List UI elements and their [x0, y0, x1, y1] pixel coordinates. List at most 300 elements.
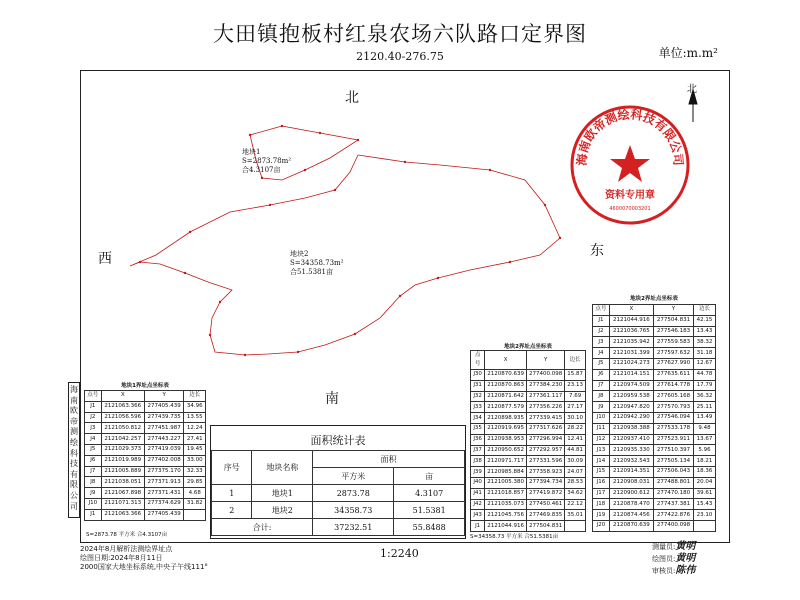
vertex — [244, 354, 246, 356]
t1-cell: 2121067.898 — [101, 488, 144, 499]
t2-cell: 277450.461 — [527, 499, 565, 510]
table1-header — [85, 391, 206, 402]
t2-cell: 277400.098 — [527, 370, 565, 381]
area-cell: 地块2 — [252, 502, 313, 519]
t2-header-cell: Y — [527, 351, 565, 370]
side-label-char: 公 — [70, 490, 78, 500]
t2-cell: 28.53 — [565, 477, 586, 488]
t1-cell: J8 — [85, 477, 102, 488]
t3-cell: 2121044.916 — [609, 315, 653, 326]
t1-row — [85, 509, 206, 520]
t1-cell: 27.41 — [184, 434, 206, 445]
t2-cell: 12.41 — [565, 434, 586, 445]
t3-cell: J17 — [593, 488, 610, 499]
t3-cell: J3 — [593, 337, 610, 348]
t3-cell: 277523.911 — [653, 434, 693, 445]
drafter-row — [652, 553, 695, 565]
table2 — [470, 350, 586, 532]
t3-cell: 277559.583 — [653, 337, 693, 348]
reviewer-label: 审核员: — [652, 567, 676, 575]
t3-cell: J4 — [593, 348, 610, 359]
t1-row — [85, 401, 206, 412]
drafter-label: 绘图员: — [652, 555, 676, 563]
t3-header-cell: 边长 — [694, 305, 716, 316]
area-table-title: 面积统计表 — [310, 434, 366, 447]
t2-cell: J38 — [471, 456, 485, 467]
t3-row — [593, 412, 716, 423]
t2-row — [471, 380, 586, 391]
t2-cell: 22.12 — [565, 499, 586, 510]
vertex — [209, 334, 211, 336]
t2-cell: 277358.923 — [527, 467, 565, 478]
t1-cell: J1 — [85, 509, 102, 520]
table1-caption: 地块1界址点坐标表 — [121, 383, 169, 389]
t1-cell: 2121042.257 — [101, 434, 144, 445]
map-title: 大田镇抱板村红泉农场六队路口定界图 — [213, 22, 587, 46]
t3-row — [593, 391, 716, 402]
t2-cell: J40 — [471, 477, 485, 488]
t2-row — [471, 445, 586, 456]
t3-cell: 18.36 — [694, 466, 716, 477]
t3-cell: 277533.178 — [653, 423, 693, 434]
t3-cell: 36.32 — [694, 391, 716, 402]
t1-row — [85, 488, 206, 499]
area-cell: 34358.73 — [313, 502, 394, 519]
t2-cell: 2120950.652 — [485, 445, 527, 456]
t1-cell: 277375.170 — [144, 466, 184, 477]
t2-row — [471, 477, 586, 488]
t2-cell: 27.17 — [565, 402, 586, 413]
t2-cell: 2120971.717 — [485, 456, 527, 467]
t2-row — [471, 402, 586, 413]
t2-row — [471, 423, 586, 434]
drafter-signature: 黄明 — [675, 553, 696, 564]
staff-block — [652, 541, 695, 577]
side-label-char: 欧 — [70, 406, 78, 416]
area-cell: 2873.78 — [313, 485, 394, 502]
t3-cell: J14 — [593, 456, 610, 467]
t3-cell: 2120900.612 — [609, 488, 653, 499]
side-label-char: 有 — [70, 469, 78, 479]
t1-row — [85, 466, 206, 477]
parcel-2-label — [290, 250, 400, 277]
t3-row — [593, 315, 716, 326]
t3-cell: 2120870.639 — [609, 520, 653, 531]
vertex — [319, 132, 321, 134]
t2-cell: 277394.734 — [527, 477, 565, 488]
t1-cell: 277419.039 — [144, 444, 184, 455]
vertex — [354, 333, 356, 335]
t3-row — [593, 369, 716, 380]
t1-header-cell: X — [101, 391, 144, 402]
t2-cell: 2121035.073 — [485, 499, 527, 510]
t3-cell: J8 — [593, 391, 610, 402]
boundary-layer — [130, 126, 560, 355]
t1-cell: 277405.439 — [144, 509, 184, 520]
t1-cell: 13.55 — [184, 412, 206, 423]
t1-header-cell: 边长 — [184, 391, 206, 402]
direction-south: 南 — [325, 391, 339, 407]
area-total-label: 合计: — [212, 519, 313, 536]
vertex — [261, 177, 263, 179]
t1-cell: 277371.431 — [144, 488, 184, 499]
t2-cell: 2120938.953 — [485, 434, 527, 445]
vertex — [404, 161, 406, 163]
t2-row — [471, 521, 586, 532]
area-total-mu: 55.8488 — [394, 519, 465, 536]
t1-cell: 2121005.889 — [101, 466, 144, 477]
t3-cell: 277614.778 — [653, 380, 693, 391]
side-label-char: 帝 — [70, 416, 78, 426]
t3-cell: 18.21 — [694, 456, 716, 467]
area-h-index: 序号 — [212, 451, 252, 485]
t2-cell: 2120919.695 — [485, 423, 527, 434]
t3-cell: 2120942.290 — [609, 412, 653, 423]
t3-cell: 2120932.543 — [609, 456, 653, 467]
t3-cell: J5 — [593, 358, 610, 369]
parcel-2-area-mu: 合51.5381亩 — [290, 268, 333, 276]
t2-cell: 44.81 — [565, 445, 586, 456]
t2-cell: 277317.626 — [527, 423, 565, 434]
t2-cell: 2120870.639 — [485, 370, 527, 381]
t2-cell: J39 — [471, 467, 485, 478]
t3-cell: J2 — [593, 326, 610, 337]
area-row — [212, 502, 465, 519]
vertex — [357, 139, 359, 141]
t2-cell: 2120898.935 — [485, 413, 527, 424]
t2-cell: J1 — [471, 521, 485, 532]
t3-cell: 9.48 — [694, 423, 716, 434]
vertex — [399, 295, 401, 297]
t2-cell: J33 — [471, 402, 485, 413]
t1-cell: 34.96 — [184, 401, 206, 412]
t1-row — [85, 423, 206, 434]
t3-cell: 23.10 — [694, 510, 716, 521]
t2-cell: J34 — [471, 413, 485, 424]
table2-header — [471, 351, 586, 370]
area-row — [212, 485, 465, 502]
t3-row — [593, 423, 716, 434]
t3-cell: J9 — [593, 402, 610, 413]
t3-cell: 20.04 — [694, 477, 716, 488]
map-scale: 1:2240 — [380, 547, 419, 560]
t2-cell: 277504.831 — [527, 521, 565, 532]
t2-cell: 7.69 — [565, 391, 586, 402]
t3-cell: 277597.632 — [653, 348, 693, 359]
t3-cell: 44.78 — [694, 369, 716, 380]
t3-cell: 2120878.470 — [609, 499, 653, 510]
t3-cell: J16 — [593, 477, 610, 488]
surveyor-label: 测量员: — [652, 543, 676, 551]
side-label-char: 限 — [70, 480, 78, 490]
parcel-1-label — [242, 148, 312, 175]
t2-header-cell: X — [485, 351, 527, 370]
area-cell: 51.5381 — [394, 502, 465, 519]
t2-header-cell: 点号 — [471, 351, 485, 370]
t2-cell: J41 — [471, 488, 485, 499]
t3-cell: 15.43 — [694, 499, 716, 510]
t3-cell: 2121036.765 — [609, 326, 653, 337]
area-h-mu: 亩 — [394, 468, 465, 485]
t1-cell: 2121038.051 — [101, 477, 144, 488]
t2-cell: 2120985.884 — [485, 467, 527, 478]
t3-cell: 277400.098 — [653, 520, 693, 531]
t2-row — [471, 456, 586, 467]
t2-cell: 2121018.857 — [485, 488, 527, 499]
t1-cell: 31.82 — [184, 498, 206, 509]
area-h-m2: 平方米 — [313, 468, 394, 485]
t1-cell: 277443.227 — [144, 434, 184, 445]
side-label-char: 海 — [70, 385, 78, 394]
t1-cell: 2121050.812 — [101, 423, 144, 434]
area-cell: 1 — [212, 485, 252, 502]
t1-cell: 2121063.366 — [101, 401, 144, 412]
seal-number: 4600070003201 — [609, 206, 651, 212]
table3-caption: 地块2界址点坐标表 — [630, 296, 678, 302]
meta-crs: 2000国家大地坐标系统,中央子午线111° — [80, 563, 208, 571]
side-label-char: 南 — [70, 395, 78, 405]
t3-cell: 2120937.410 — [609, 434, 653, 445]
t1-cell: 277451.987 — [144, 423, 184, 434]
company-seal — [565, 100, 695, 230]
t3-cell: 2121024.273 — [609, 358, 653, 369]
area-cell: 4.3107 — [394, 485, 465, 502]
area-h-area: 面积 — [313, 451, 465, 468]
t3-cell: 277510.397 — [653, 445, 693, 456]
area-statistics-box — [210, 425, 466, 539]
t2-cell — [565, 521, 586, 532]
vertex — [189, 231, 191, 233]
t1-cell: 33.00 — [184, 455, 206, 466]
table2-caption: 地块2界址点坐标表 — [504, 344, 552, 350]
t1-header-cell: 点号 — [85, 391, 102, 402]
t2-cell: 2121044.916 — [485, 521, 527, 532]
t3-cell: 2120959.538 — [609, 391, 653, 402]
table2-footer: S=34358.73 平方米 合51.5381亩 — [470, 534, 559, 540]
t1-cell: 2121029.373 — [101, 444, 144, 455]
t3-cell: 277505.134 — [653, 456, 693, 467]
seal-text: 资料专用章 — [605, 190, 655, 201]
t2-row — [471, 499, 586, 510]
area-h-name: 地块名称 — [252, 451, 313, 485]
t1-cell: J7 — [85, 466, 102, 477]
t3-cell: 5.96 — [694, 445, 716, 456]
table3 — [592, 304, 716, 532]
side-label-char: 技 — [70, 459, 78, 469]
t2-cell: J32 — [471, 391, 485, 402]
t3-cell: 2120974.509 — [609, 380, 653, 391]
t2-cell: 2121005.380 — [485, 477, 527, 488]
t3-row — [593, 402, 716, 413]
surveyor-signature: 黄明 — [675, 541, 696, 552]
t2-cell: 2120870.863 — [485, 380, 527, 391]
seal-company-text: 海南欧帝测绘科技有限公司 — [574, 107, 686, 167]
parcel-2-area: S=34358.73m² — [290, 259, 344, 267]
t3-cell: 2121014.151 — [609, 369, 653, 380]
t2-cell: 277384.230 — [527, 380, 565, 391]
t3-cell: J13 — [593, 445, 610, 456]
t3-row — [593, 510, 716, 521]
t2-row — [471, 370, 586, 381]
t2-cell: J42 — [471, 499, 485, 510]
t3-cell: J19 — [593, 510, 610, 521]
t3-cell: 13.49 — [694, 412, 716, 423]
t3-row — [593, 477, 716, 488]
t3-cell: 31.18 — [694, 348, 716, 359]
t1-cell: 277371.913 — [144, 477, 184, 488]
t1-cell: 12.24 — [184, 423, 206, 434]
t3-cell: 13.43 — [694, 326, 716, 337]
t1-cell: J2 — [85, 412, 102, 423]
t3-cell: J10 — [593, 412, 610, 423]
t3-cell: J12 — [593, 434, 610, 445]
t3-cell: J6 — [593, 369, 610, 380]
t3-cell: 25.11 — [694, 402, 716, 413]
t2-cell: 24.07 — [565, 467, 586, 478]
t3-cell: 277627.990 — [653, 358, 693, 369]
t2-cell: J31 — [471, 380, 485, 391]
t1-cell: 277405.439 — [144, 401, 184, 412]
vertex — [437, 277, 439, 279]
t2-cell: 2120871.642 — [485, 391, 527, 402]
t2-cell: J36 — [471, 434, 485, 445]
t3-cell: 277635.611 — [653, 369, 693, 380]
side-label-char: 绘 — [70, 437, 78, 447]
t2-row — [471, 467, 586, 478]
seal-star-icon — [610, 145, 650, 182]
area-table — [211, 450, 465, 536]
t1-row — [85, 434, 206, 445]
t3-row — [593, 434, 716, 445]
t1-cell: 277439.735 — [144, 412, 184, 423]
t1-cell: 2121019.989 — [101, 455, 144, 466]
t2-cell: 277331.596 — [527, 456, 565, 467]
vertex — [334, 189, 336, 191]
t2-cell: 30.09 — [565, 456, 586, 467]
t3-row — [593, 326, 716, 337]
vertex — [184, 272, 186, 274]
t1-cell — [184, 509, 206, 520]
side-label-char: 科 — [70, 448, 78, 458]
t3-cell: 2120874.456 — [609, 510, 653, 521]
t3-cell — [694, 520, 716, 531]
t1-cell: 32.33 — [184, 466, 206, 477]
t2-header-cell: 边长 — [565, 351, 586, 370]
area-cell: 地块1 — [252, 485, 313, 502]
t3-cell: J18 — [593, 499, 610, 510]
t2-row — [471, 391, 586, 402]
t3-row — [593, 337, 716, 348]
t1-cell: 2121056.596 — [101, 412, 144, 423]
t2-cell: 277419.872 — [527, 488, 565, 499]
t3-cell: 2121035.942 — [609, 337, 653, 348]
t3-cell: 12.67 — [694, 358, 716, 369]
t3-row — [593, 348, 716, 359]
t1-cell: 29.85 — [184, 477, 206, 488]
t1-cell: J6 — [85, 455, 102, 466]
area-cell: 2 — [212, 502, 252, 519]
t1-cell: 277402.008 — [144, 455, 184, 466]
direction-east: 东 — [590, 243, 604, 259]
t1-cell: J4 — [85, 434, 102, 445]
t2-cell: 2121045.756 — [485, 510, 527, 521]
t3-row — [593, 456, 716, 467]
t3-cell: 17.79 — [694, 380, 716, 391]
side-company-label — [68, 382, 80, 518]
t1-cell: J9 — [85, 488, 102, 499]
t1-cell: 2121063.366 — [101, 509, 144, 520]
t1-row — [85, 444, 206, 455]
t1-cell: J3 — [85, 423, 102, 434]
unit-label: 单位:m.m² — [658, 46, 718, 60]
reviewer-row — [652, 565, 695, 577]
reviewer-signature: 陈伟 — [675, 565, 696, 576]
t3-cell: 277422.876 — [653, 510, 693, 521]
t2-row — [471, 413, 586, 424]
t3-row — [593, 466, 716, 477]
t3-cell: 2120914.351 — [609, 466, 653, 477]
t3-cell: 39.61 — [694, 488, 716, 499]
t2-cell: 277469.835 — [527, 510, 565, 521]
t2-cell: J30 — [471, 370, 485, 381]
t2-cell: 35.01 — [565, 510, 586, 521]
parcel-1-area-mu: 合4.3107亩 — [242, 166, 281, 174]
vertex — [281, 125, 283, 127]
t1-cell: 277374.629 — [144, 498, 184, 509]
t3-cell: 2120935.330 — [609, 445, 653, 456]
t3-cell: 277504.831 — [653, 315, 693, 326]
t3-cell: 13.67 — [694, 434, 716, 445]
t3-row — [593, 445, 716, 456]
t1-row — [85, 455, 206, 466]
vertex — [544, 204, 546, 206]
vertex — [139, 261, 141, 263]
t3-cell: 277546.183 — [653, 326, 693, 337]
table3-header — [593, 305, 716, 316]
t2-cell: 277296.994 — [527, 434, 565, 445]
t3-row — [593, 488, 716, 499]
parcel-1-name: 地块1 — [242, 148, 261, 156]
t3-row — [593, 380, 716, 391]
t3-cell: J11 — [593, 423, 610, 434]
t3-cell: 277470.180 — [653, 488, 693, 499]
direction-west: 西 — [98, 251, 112, 267]
vertex — [249, 134, 251, 136]
vertex — [269, 204, 271, 206]
t2-cell: 277356.226 — [527, 402, 565, 413]
t3-cell: 38.32 — [694, 337, 716, 348]
t2-cell: J43 — [471, 510, 485, 521]
t3-cell: 277605.168 — [653, 391, 693, 402]
t1-cell: 4.68 — [184, 488, 206, 499]
side-label-char: 测 — [70, 427, 78, 437]
t3-cell: 2120938.388 — [609, 423, 653, 434]
vertex — [559, 237, 561, 239]
t2-cell: 28.22 — [565, 423, 586, 434]
t1-cell: 19.45 — [184, 444, 206, 455]
t2-cell: 15.87 — [565, 370, 586, 381]
t3-cell: 277570.793 — [653, 402, 693, 413]
t3-header-cell: X — [609, 305, 653, 316]
north-arrow-label: 北 — [687, 84, 697, 95]
t3-cell: 2120947.820 — [609, 402, 653, 413]
t2-cell: 277339.415 — [527, 413, 565, 424]
area-total-m2: 37232.51 — [313, 519, 394, 536]
t3-cell: J15 — [593, 466, 610, 477]
t3-cell: 277437.381 — [653, 499, 693, 510]
t2-cell: 30.10 — [565, 413, 586, 424]
area-total-row — [212, 519, 465, 536]
